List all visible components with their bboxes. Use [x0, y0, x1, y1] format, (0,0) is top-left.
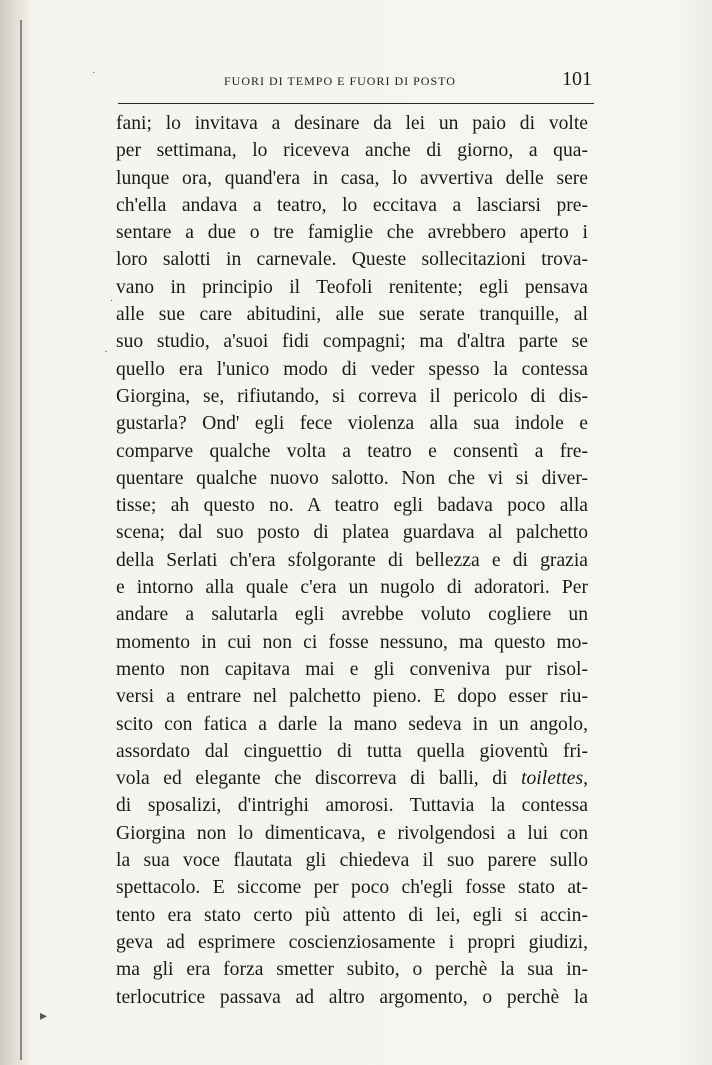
text-line: Giorgina non lo dimenticava, e rivolgendosi a lui con: [116, 822, 588, 844]
text-line: di sposalizi, d'intrighi amorosi. Tuttavia la contessa: [116, 795, 588, 817]
binding-line: [20, 20, 22, 1060]
text-line: ch'ella andava a teatro, lo eccitava a lasciarsi pre-: [116, 194, 588, 216]
text-line: mento non capitava mai e gli conveniva pur risol-: [116, 658, 588, 680]
text-line: assordato dal cinguettio di tutta quella gioventù fri-: [116, 740, 588, 762]
text-line: della Serlati ch'era sfolgorante di bellezza e di grazia: [116, 549, 588, 571]
ink-speck: ·: [104, 344, 108, 358]
page-number: 101: [562, 68, 592, 90]
text-line: lunque ora, quand'era in casa, lo avvertiva delle sere: [116, 167, 588, 189]
italic-word: toilettes,: [521, 768, 588, 790]
text-line: sentare a due o tre famiglie che avrebbero aperto i: [116, 222, 588, 244]
text-line: versi a entrare nel palchetto pieno. E dopo esser riu-: [116, 686, 588, 708]
text-line: comparve qualche volta a teatro e consentì a fre-: [116, 440, 588, 462]
ink-speck: ·: [110, 296, 114, 307]
text-line: Giorgina, se, rifiutando, si correva il pericolo di dis-: [116, 385, 588, 407]
text-line: geva ad esprimere coscienziosamente i propri giudizi,: [116, 931, 588, 953]
text-line: suo studio, a'suoi fidi compagni; ma d'altra parte se: [116, 331, 588, 353]
text-line: terlocutrice passava ad altro argomento, o perchè la: [116, 986, 588, 1008]
header-rule: [118, 103, 594, 104]
running-title: FUORI DI TEMPO E FUORI DI POSTO: [224, 74, 456, 88]
text-line: tento era stato certo più attento di lei, egli si accin-: [116, 904, 588, 926]
text-line: loro salotti in carnevale. Queste sollecitazioni trova-: [116, 249, 588, 271]
text-line: la sua voce flautata gli chiedeva il suo parere sullo: [116, 850, 588, 872]
text-line: scena; dal suo posto di platea guardava al palchetto: [116, 522, 588, 544]
text-line: fani; lo invitava a desinare da lei un paio di volte: [116, 113, 588, 134]
text-line-with-italic: [116, 765, 588, 792]
text-line: spettacolo. E siccome per poco ch'egli fosse stato at-: [116, 877, 588, 899]
ink-speck: ▸: [40, 1009, 48, 1024]
page-header: [118, 68, 598, 94]
text-line: tisse; ah questo no. A teatro egli badava poco alla: [116, 495, 588, 517]
text-line: e intorno alla quale c'era un nugolo di adoratori. Per: [116, 577, 588, 599]
body-text: [116, 110, 588, 1011]
text-line: ma gli era forza smetter subito, o perchè la sua in-: [116, 959, 588, 981]
text-line: vano in principio il Teofoli renitente; egli pensava: [116, 276, 588, 298]
text-line: scito con fatica a darle la mano sedeva in un angolo,: [116, 713, 588, 735]
ink-speck: ·: [92, 68, 96, 79]
text-line: andare a salutarla egli avrebbe voluto cogliere un: [116, 604, 588, 626]
text-line: gustarla? Ond' egli fece violenza alla sua indole e: [116, 413, 588, 435]
text-line: momento in cui non ci fosse nessuno, ma questo mo-: [116, 631, 588, 653]
text-line: alle sue care abitudini, alle sue serate tranquille, al: [116, 304, 588, 326]
binding-shadow: [0, 0, 30, 1065]
text-fragment: vola ed elegante che discorreva di balli, di: [116, 768, 508, 790]
text-line: quentare qualche nuovo salotto. Non che vi si diver-: [116, 467, 588, 489]
text-line: per settimana, lo riceveva anche di giorno, a qua-: [116, 140, 588, 162]
text-line: quello era l'unico modo di veder spesso la contessa: [116, 358, 588, 380]
